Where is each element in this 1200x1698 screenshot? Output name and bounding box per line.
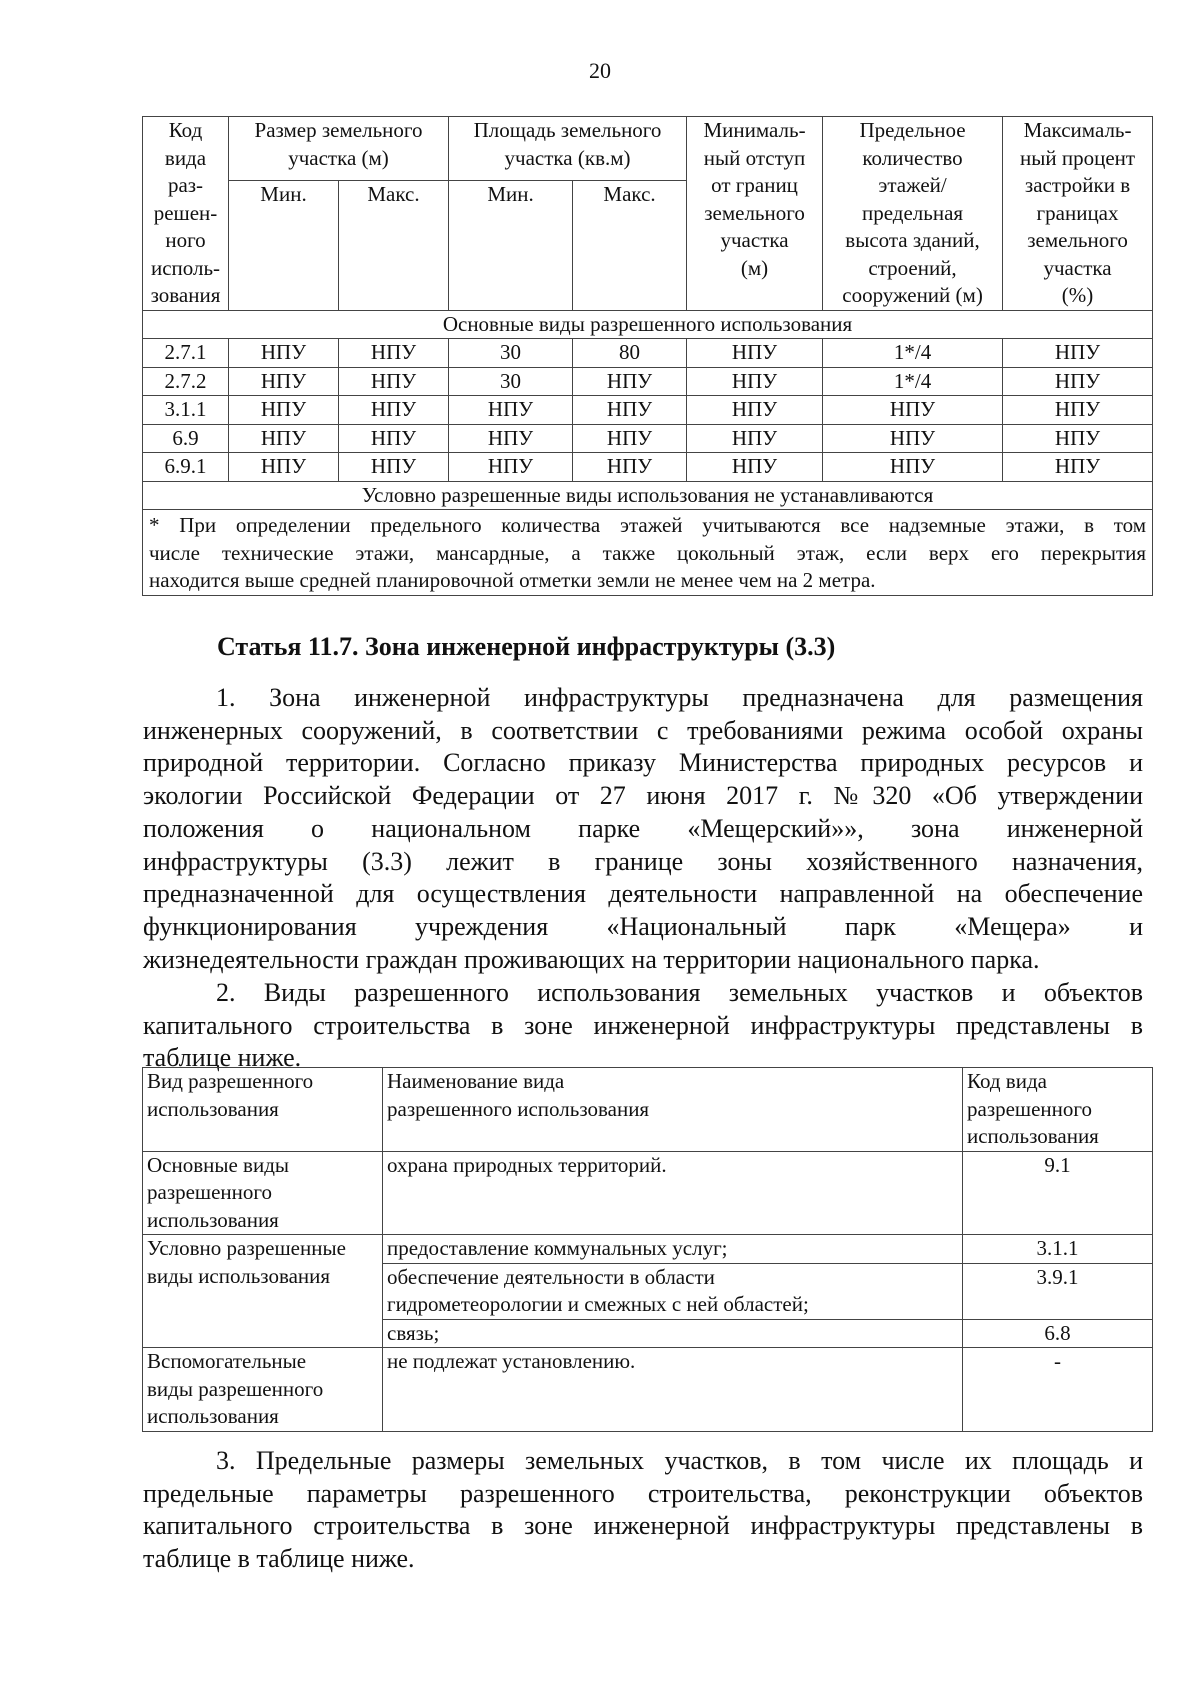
cell-line: связь; [387, 1320, 440, 1345]
cell-line: Размер земельного [254, 118, 423, 142]
cell-line: предоставление коммунальных услуг; [387, 1236, 728, 1260]
cell-line: ный процент [1020, 145, 1136, 170]
table-row [143, 453, 1153, 482]
page-number: 20 [589, 58, 611, 83]
note-row [143, 510, 1153, 596]
cell-line: строений, [868, 255, 957, 280]
table-cell: НПУ [573, 424, 687, 453]
table-cell: 6.9.1 [143, 453, 229, 482]
table-cell: НПУ [229, 453, 339, 482]
cell-line: использования [147, 1404, 279, 1428]
paragraph-line: экологии Российской Федерации от 27 июня 2017 г. №320 «Об утверждении [143, 781, 1143, 811]
cell-line: Максималь- [1023, 118, 1132, 142]
cell-line: ный отступ [703, 145, 806, 170]
cell-line: Предельное [859, 118, 966, 142]
aux-use-label [143, 1348, 383, 1432]
permitted-use-table [142, 1067, 1153, 1432]
table-cell: НПУ [687, 453, 823, 482]
table-cell: НПУ [229, 424, 339, 453]
table-cell: НПУ [229, 396, 339, 425]
paragraph-line: положения о национальном парке «Мещерский»», зона инженерной [143, 813, 1143, 843]
table-cell: НПУ [1003, 367, 1153, 396]
cell-line: использования [147, 1096, 279, 1121]
cell-line: земельного [704, 200, 805, 225]
table-cell: НПУ [449, 396, 573, 425]
paragraph-line: таблице в таблице ниже. [143, 1544, 415, 1574]
cell-line: сооружений (м) [842, 283, 983, 307]
cell-line: количество [862, 145, 963, 170]
conditional-use-code: 3.1.1 [963, 1235, 1153, 1264]
table-cell: НПУ [1003, 396, 1153, 425]
footnote [143, 510, 1153, 596]
conditional-use-code: 3.9.1 [963, 1263, 1153, 1319]
header-name [383, 1068, 963, 1152]
cell-line: зования [150, 283, 221, 307]
cell-line: Минималь- [703, 118, 806, 142]
main-section-title: Основные виды разрешенного использования [143, 310, 1153, 339]
paragraph-line: инженерных сооружений, в соответствии с требованиями режима особой охраны [143, 715, 1143, 745]
table-cell: 1*/4 [823, 367, 1003, 396]
table-cell: НПУ [1003, 453, 1153, 482]
table-cell: НПУ [229, 367, 339, 396]
cell-line: решен- [153, 200, 218, 225]
paragraph-line: инфраструктуры (3.3) лежит в границе зоны хозяйственного назначения, [143, 846, 1143, 876]
cell-line: ного [165, 228, 206, 252]
cell-line: Основные виды [147, 1152, 290, 1177]
conditional-use-code: 6.8 [963, 1319, 1153, 1348]
section-row [143, 481, 1153, 510]
table-cell: НПУ [687, 396, 823, 425]
paragraph-2 [143, 977, 1143, 1075]
cell-line: застройки в [1024, 173, 1131, 197]
cell-line: предельная [862, 200, 964, 225]
cell-line: участка [720, 228, 789, 252]
conditional-use-label [143, 1235, 383, 1348]
section-row [143, 310, 1153, 339]
table-cell: НПУ [823, 453, 1003, 482]
table-cell: 6.9 [143, 424, 229, 453]
cell-line: обеспечение деятельности в области [387, 1264, 715, 1289]
cell-line: границах [1036, 200, 1119, 225]
cell-line: (%) [1061, 283, 1094, 307]
table-row [143, 396, 1153, 425]
cell-line: Вид разрешенного [147, 1069, 314, 1093]
cell-line: раз- [167, 173, 204, 197]
table-cell: НПУ [1003, 424, 1153, 453]
cell-line: высота зданий, [845, 228, 980, 252]
table-cell: НПУ [823, 396, 1003, 425]
paragraph-line: жизнедеятельности граждан проживающих на территории национального парка. [143, 944, 1040, 974]
cell-line: Площадь земельного [473, 118, 662, 142]
table-cell: НПУ [339, 453, 449, 482]
header-code [143, 117, 229, 311]
header-type [143, 1068, 383, 1152]
table-cell: НПУ [339, 367, 449, 396]
aux-use-name: не подлежат установлению. [383, 1348, 963, 1432]
cell-line: Условно разрешенные [147, 1236, 346, 1260]
header-offset [687, 117, 823, 311]
cell-line: от границ [711, 173, 798, 197]
header-percent [1003, 117, 1153, 311]
paragraph-line: 1. Зона инженерной инфраструктуры предназначена для размещения [216, 683, 1143, 712]
cell-line: участка (м) [288, 145, 389, 170]
table-cell: НПУ [449, 424, 573, 453]
header-row [143, 1068, 1153, 1152]
cell-line: земельного [1027, 228, 1128, 252]
table-cell: НПУ [687, 367, 823, 396]
paragraph-line: 3. Предельные размеры земельных участков, в том числе их площадь и [216, 1446, 1143, 1475]
cell-line: Вспомогательные [147, 1349, 307, 1373]
table-cell: 2.7.2 [143, 367, 229, 396]
zone-parameters-table [142, 116, 1153, 596]
table-row [143, 339, 1153, 368]
subheader-max: Макс. [573, 181, 687, 311]
cell-line: Код вида [967, 1069, 1047, 1093]
table-cell: НПУ [229, 339, 339, 368]
cell-line: разрешенного использования [387, 1096, 650, 1121]
table-cell: 3.1.1 [143, 396, 229, 425]
conditional-use-name [383, 1319, 963, 1348]
cell-line: (м) [740, 255, 769, 280]
table-cell: НПУ [449, 453, 573, 482]
conditional-use-row [143, 1235, 1153, 1264]
header-row [143, 117, 1153, 181]
table-cell: 1*/4 [823, 339, 1003, 368]
table-cell: НПУ [339, 339, 449, 368]
main-use-row [143, 1151, 1153, 1235]
table-cell: НПУ [339, 396, 449, 425]
aux-use-row [143, 1348, 1153, 1432]
paragraph-line: таблице ниже. [143, 1043, 302, 1073]
paragraph-line: предназначенной для осуществления деятельности направленной на обеспечение [143, 879, 1143, 909]
main-use-label [143, 1151, 383, 1235]
paragraph-line: природной территории. Согласно приказу Министерства природных ресурсов и [143, 748, 1143, 778]
subheader-max: Макс. [339, 181, 449, 311]
conditional-section-title: Условно разрешенные виды использования не устанавливаются [143, 481, 1153, 510]
cell-line: виды использования [147, 1263, 331, 1288]
header-code [963, 1068, 1153, 1152]
table-row [143, 424, 1153, 453]
table-cell: 30 [449, 367, 573, 396]
cell-line: разрешенного [147, 1180, 272, 1204]
cell-line: виды разрешенного [147, 1376, 324, 1401]
conditional-use-name [383, 1235, 963, 1264]
paragraph-line: функционирования учреждения «Национальный парк «Мещера» и [143, 911, 1143, 941]
cell-line: участка (кв.м) [504, 145, 631, 170]
cell-line: участка [1043, 255, 1112, 280]
header-floors [823, 117, 1003, 311]
paragraph-3 [143, 1445, 1143, 1576]
table-cell: 80 [573, 339, 687, 368]
cell-line: этажей/ [878, 173, 947, 197]
cell-line: разрешенного [967, 1096, 1092, 1121]
cell-line: Код [168, 118, 203, 142]
cell-line: вида [164, 145, 207, 170]
main-use-code: 9.1 [963, 1151, 1153, 1235]
cell-line: использования [147, 1207, 279, 1232]
footnote-line: * При определении предельного количества этажей учитываются все надземные этажи, в том [149, 513, 1147, 537]
table-cell: НПУ [573, 367, 687, 396]
paragraph-line: предельные параметры разрешенного строительства, реконструкции объектов [143, 1478, 1143, 1508]
header-size [229, 117, 449, 181]
cell-line: Наименование вида [387, 1069, 565, 1093]
table-cell: НПУ [573, 396, 687, 425]
article-heading: Статья 11.7. Зона инженерной инфраструктуры (3.3) [217, 632, 836, 661]
cell-line: исполь- [150, 255, 221, 280]
table-cell: НПУ [687, 424, 823, 453]
table-cell: НПУ [339, 424, 449, 453]
cell-line: гидрометеорологии и смежных с ней областей; [387, 1292, 809, 1316]
footnote-line: числе технические этажи, мансардные, а также цокольный этаж, если верх его перекрытия [149, 540, 1147, 565]
paragraph-line: 2. Виды разрешенного использования земельных участков и объектов [216, 978, 1143, 1007]
paragraph-1 [143, 682, 1143, 976]
paragraph-line: капитального строительства в зоне инженерной инфраструктуры представлены в [143, 1511, 1143, 1541]
table-cell: НПУ [1003, 339, 1153, 368]
paragraph-line: капитального строительства в зоне инженерной инфраструктуры представлены в [143, 1010, 1143, 1040]
table-cell: НПУ [823, 424, 1003, 453]
main-use-name: охрана природных территорий. [383, 1151, 963, 1235]
table-cell: НПУ [687, 339, 823, 368]
table-cell: НПУ [573, 453, 687, 482]
conditional-use-name [383, 1263, 963, 1319]
table-cell: 2.7.1 [143, 339, 229, 368]
aux-use-code: - [963, 1348, 1153, 1432]
subheader-min: Мин. [449, 181, 573, 311]
cell-line: использования [967, 1124, 1099, 1148]
table-cell: 30 [449, 339, 573, 368]
subheader-min: Мин. [229, 181, 339, 311]
footnote-line: находится выше средней планировочной отметки земли не менее чем на 2 метра. [149, 568, 876, 592]
header-area [449, 117, 687, 181]
table-row [143, 367, 1153, 396]
